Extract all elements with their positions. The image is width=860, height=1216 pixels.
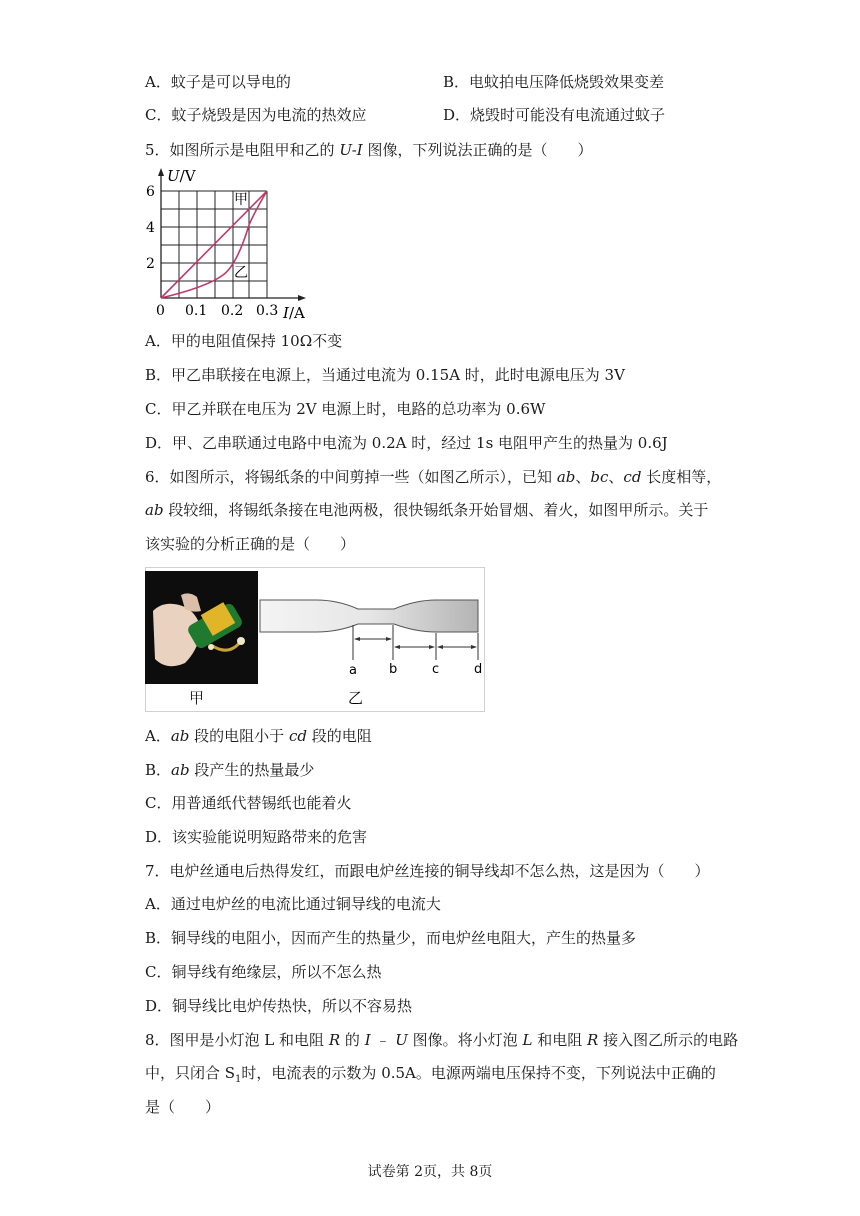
- origin-label: 0: [156, 303, 165, 319]
- q7-stem: 7．电炉丝通电后热得发红，而跟电炉丝连接的铜导线却不怎么热，这是因为（ ）: [145, 862, 710, 880]
- q7-option-b: B．铜导线的电阻小，因而产生的热量少，而电炉丝电阻大，产生的热量多: [145, 929, 637, 947]
- q5-ui-graph: [145, 163, 315, 323]
- q8-stem-line3: 是（ ）: [145, 1098, 221, 1116]
- point-d-label: d: [474, 662, 483, 677]
- graph-axes: [161, 173, 300, 298]
- q8-stem-line2: 中，只闭合 $S_1$时，电流表的示数为 0.5A。电源两端电压保持不变，下列说法中正确的: [145, 1064, 716, 1085]
- x-axis-label: I/A: [283, 304, 305, 322]
- y-tick-2: 2: [146, 256, 155, 272]
- q7-option-d: D．铜导线比电炉传热快，所以不容易热: [145, 997, 413, 1015]
- q6-figure: [145, 567, 485, 712]
- q6-option-b: B．ab 段产生的热量最少: [145, 761, 315, 779]
- y-tick-6: 6: [146, 184, 155, 200]
- q5-option-c: C．甲乙并联在电压为 2V 电源上时，电路的总功率为 0.6W: [145, 400, 546, 418]
- label-jia: 甲: [189, 689, 205, 707]
- y-axis-arrow-icon: [158, 168, 164, 176]
- battery-photo: [145, 571, 258, 684]
- x-tick-0-3: 0.3: [256, 303, 279, 319]
- page-footer: 试卷第 2页，共 8页: [367, 1164, 493, 1180]
- q6-option-c: C．用普通纸代替锡纸也能着火: [145, 794, 352, 812]
- q7-option-a: A．通过电炉丝的电流比通过铜导线的电流大: [145, 895, 441, 913]
- q6-option-a: A．ab 段的电阻小于 cd 段的电阻: [145, 727, 372, 745]
- q6-stem-line2: ab 段较细，将锡纸条接在电池两极，很快锡纸条开始冒烟、着火，如图甲所示。关于: [145, 501, 709, 519]
- battery-hand-icon: [145, 571, 258, 684]
- tinfoil-diagram: [258, 567, 488, 712]
- tinfoil-strip: [260, 600, 478, 632]
- x-axis-arrow-icon: [298, 295, 306, 301]
- q7-option-c: C．铜导线有绝缘层，所以不怎么热: [145, 963, 382, 981]
- prev-option-d: D．烧毁时可能没有电流通过蚊子: [443, 106, 666, 124]
- q6-option-d: D．该实验能说明短路带来的危害: [145, 828, 368, 846]
- series-jia-label: 甲: [234, 192, 248, 208]
- ui-graph-svg: [145, 163, 315, 323]
- q8-stem-line1: 8．图甲是小灯泡 L 和电阻 R 的 I ﹣ U 图像。将小灯泡 L 和电阻 R 接入图乙所示的电路: [145, 1031, 739, 1049]
- q6-stem-line3: 该实验的分析正确的是（ ）: [145, 535, 356, 553]
- y-tick-4: 4: [146, 220, 155, 236]
- q5-option-d: D．甲、乙串联通过电路中电流为 0.2A 时，经过 1s 电阻甲产生的热量为 0.6J: [145, 434, 668, 452]
- x-tick-0-1: 0.1: [185, 303, 208, 319]
- series-yi-label: 乙: [234, 265, 248, 281]
- q5-stem: 5．如图所示是电阻甲和乙的 U-I 图像，下列说法正确的是（ ）: [145, 141, 593, 159]
- point-b-label: b: [389, 662, 398, 677]
- q5-option-b: B．甲乙串联接在电源上，当通过电流为 0.15A 时，此时电源电压为 3V: [145, 366, 625, 384]
- x-tick-0-2: 0.2: [221, 303, 244, 319]
- point-c-label: c: [432, 662, 440, 677]
- prev-option-b: B．电蚊拍电压降低烧毁效果变差: [443, 73, 665, 91]
- y-axis-label: U/V: [167, 167, 196, 185]
- q6-stem-line1: 6．如图所示，将锡纸条的中间剪掉一些（如图乙所示），已知 ab、bc、cd 长度相等，: [145, 468, 722, 486]
- prev-option-a: A．蚊子是可以导电的: [145, 73, 291, 91]
- prev-option-c: C．蚊子烧毁是因为电流的热效应: [145, 106, 367, 124]
- point-a-label: a: [349, 663, 357, 678]
- label-yi: 乙: [348, 689, 364, 707]
- q5-option-a: A．甲的电阻值保持 10Ω不变: [145, 332, 343, 350]
